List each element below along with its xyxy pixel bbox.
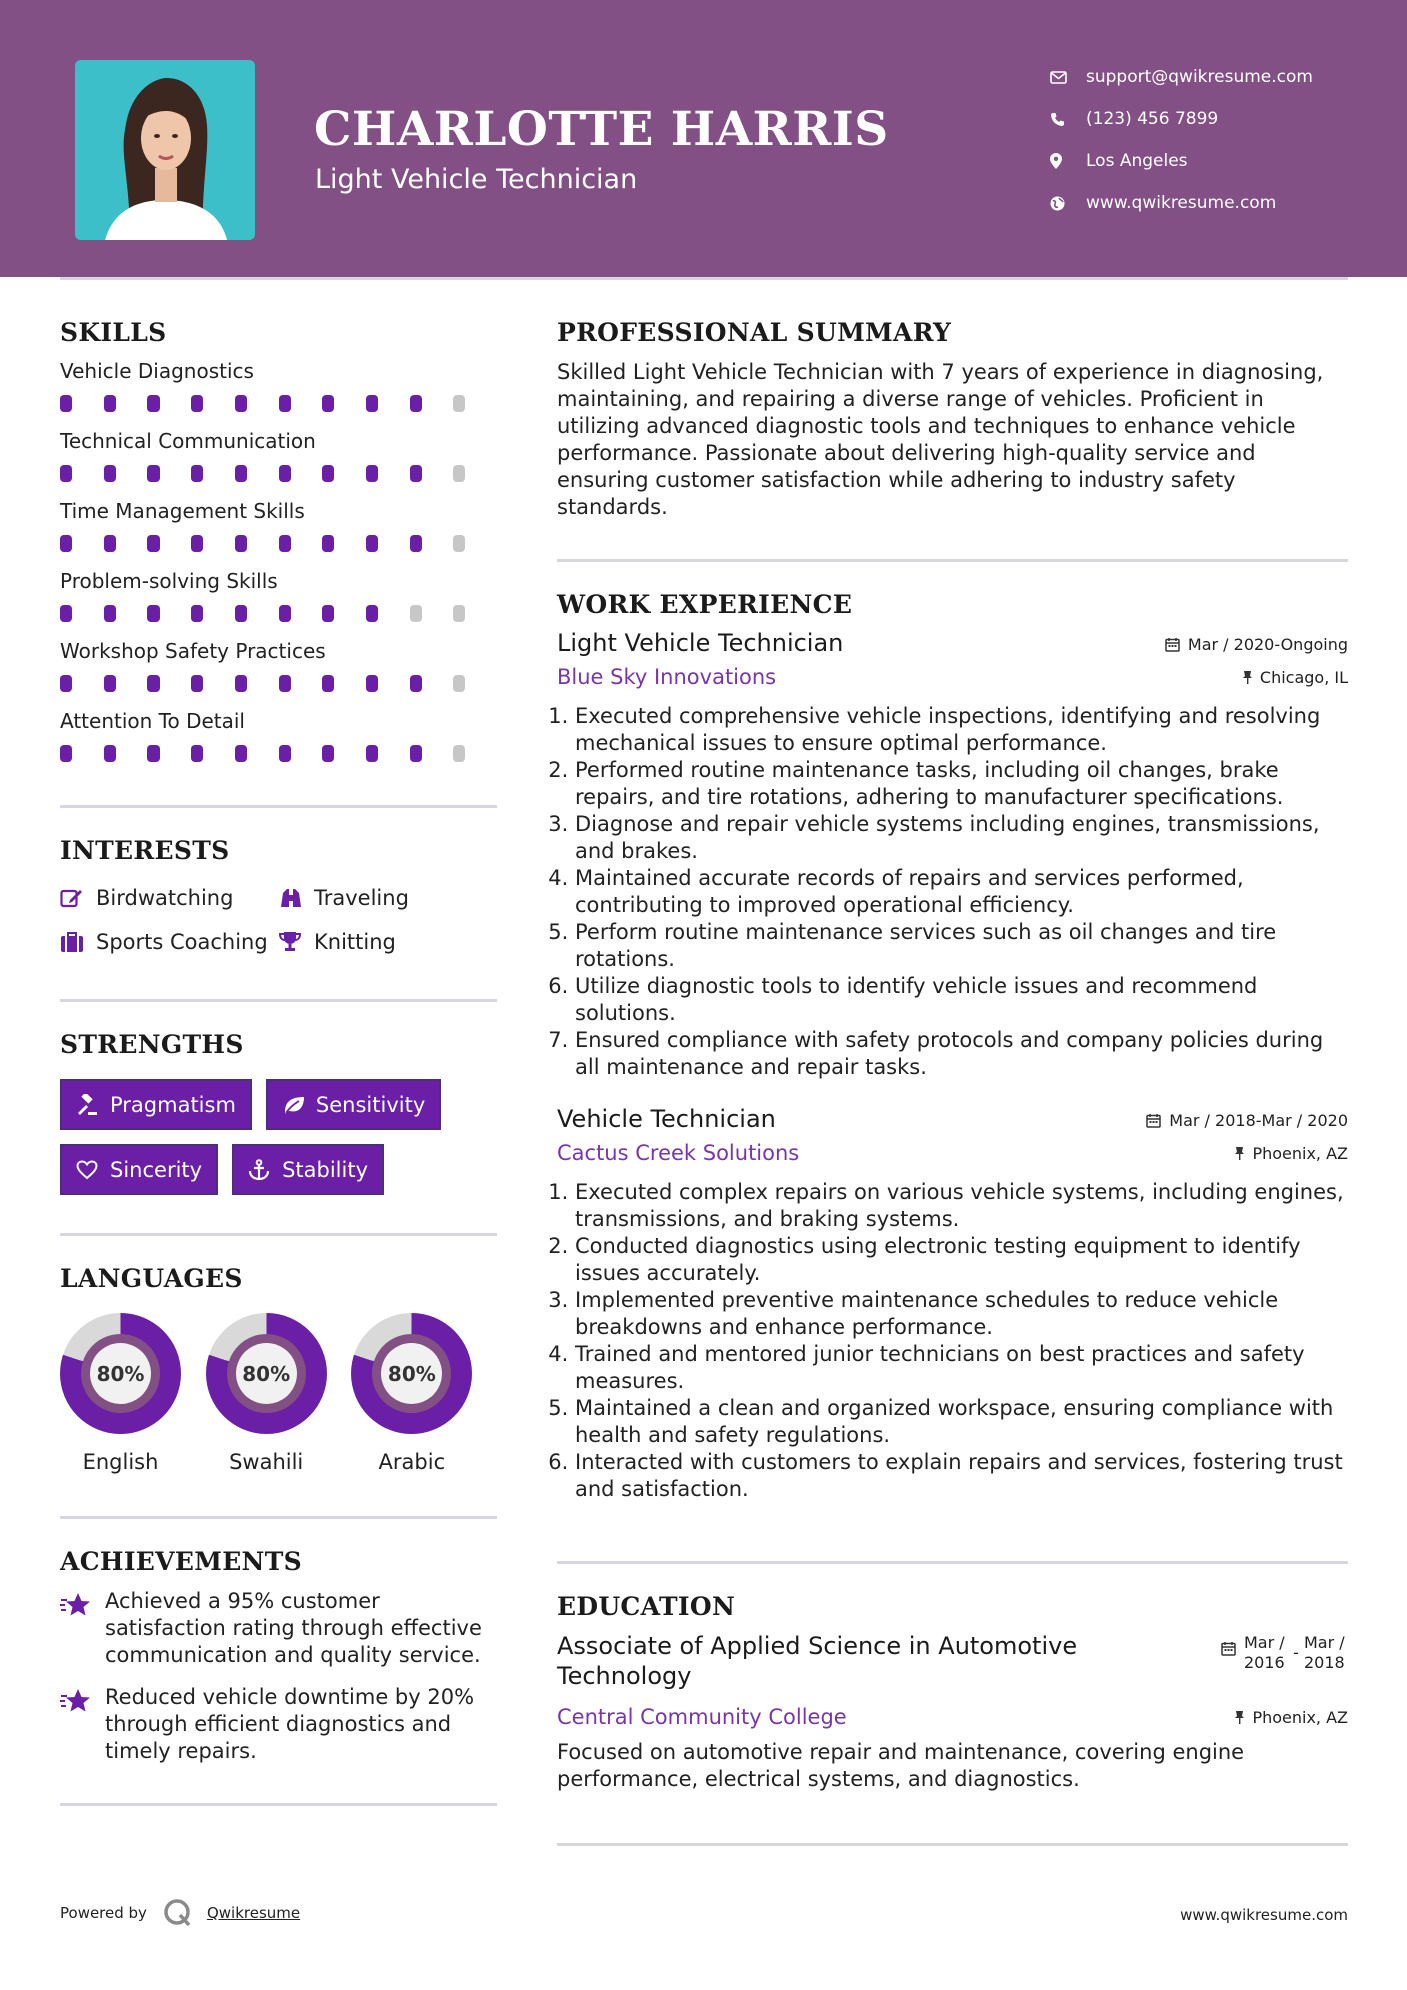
pushpin-icon <box>1234 1710 1245 1725</box>
rating-dot-filled <box>104 745 116 762</box>
rating-dot-empty <box>453 465 465 482</box>
skill-rating <box>60 675 497 695</box>
heart-icon <box>76 1160 110 1180</box>
company-name: Cactus Creek Solutions <box>557 1141 800 1165</box>
strength-label: Pragmatism <box>110 1092 236 1117</box>
strength-tag <box>60 1144 218 1195</box>
rating-dot-empty <box>453 395 465 412</box>
section-divider <box>557 1843 1348 1846</box>
contact-phone-text: (123) 456 7899 <box>1086 109 1219 129</box>
rating-dot-filled <box>60 535 72 552</box>
skill-name: Vehicle Diagnostics <box>60 359 254 383</box>
strength-tag <box>60 1079 252 1130</box>
rating-dot-filled <box>191 605 203 622</box>
job-bullet: 1. Executed comprehensive vehicle inspections, identifying and resolving mechanical issues to ensure optimal performance. <box>575 703 1348 757</box>
rating-dot-filled <box>191 465 203 482</box>
school-location-text: Phoenix, AZ <box>1252 1707 1348 1727</box>
education-section <box>557 1592 1348 1793</box>
contact-website-text: www.qwikresume.com <box>1086 193 1277 213</box>
rating-dot-filled <box>410 465 422 482</box>
experience-heading: WORK EXPERIENCE <box>557 590 853 619</box>
rating-dot-filled <box>191 745 203 762</box>
rating-dot-filled <box>279 605 291 622</box>
rating-dot-filled <box>60 605 72 622</box>
job-bullet: 1. Executed complex repairs on various vehicle systems, including engines, transmissions, and braking systems. <box>575 1179 1348 1233</box>
rating-dot-filled <box>279 465 291 482</box>
skills-heading: SKILLS <box>60 318 167 347</box>
rating-dot-filled <box>322 605 334 622</box>
skill-rating <box>60 465 497 485</box>
job-bullet: 5. Maintained a clean and organized workspace, ensuring compliance with health and safety regulations. <box>575 1395 1348 1449</box>
rating-dot-filled <box>235 745 247 762</box>
skill-rating <box>60 535 497 555</box>
gavel-icon <box>76 1094 110 1116</box>
strength-label: Sensitivity <box>315 1092 426 1117</box>
achievement-text: Reduced vehicle downtime by 20% through efficient diagnostics and timely repairs. <box>105 1685 475 1763</box>
rating-dot-filled <box>366 605 378 622</box>
job-bullets <box>557 703 1348 1081</box>
rating-dot-empty <box>453 605 465 622</box>
experience-section <box>557 590 1348 1503</box>
footer-url[interactable]: www.qwikresume.com <box>1180 1906 1348 1924</box>
rating-dot-filled <box>60 745 72 762</box>
language-item <box>206 1313 352 1474</box>
rating-dot-filled <box>147 465 159 482</box>
summary-heading: PROFESSIONAL SUMMARY <box>557 318 952 347</box>
contact-location <box>1050 140 1313 182</box>
rating-dot-filled <box>366 675 378 692</box>
rating-dot-filled <box>235 465 247 482</box>
contact-list <box>1050 56 1313 224</box>
strength-tag <box>232 1144 384 1195</box>
rating-dot-filled <box>235 395 247 412</box>
strengths-list <box>60 1079 497 1209</box>
job-bullets <box>557 1179 1348 1503</box>
date-separator: - <box>1293 1643 1299 1662</box>
job-location-text: Chicago, IL <box>1259 667 1348 687</box>
section-divider <box>557 1561 1348 1564</box>
section-divider <box>60 999 497 1002</box>
skill-rating <box>60 395 497 415</box>
interest-label: Traveling <box>314 886 409 910</box>
company-name: Blue Sky Innovations <box>557 665 777 689</box>
rating-dot-filled <box>60 465 72 482</box>
calendar-icon <box>1165 637 1180 652</box>
section-divider <box>60 1803 497 1806</box>
rating-dot-filled <box>147 745 159 762</box>
skills-section <box>60 318 497 765</box>
job-bullet: 5. Perform routine maintenance services such as oil changes and tire rotations. <box>575 919 1348 973</box>
profile-photo <box>75 60 255 240</box>
language-progress-ring <box>351 1313 472 1434</box>
star-badge-icon <box>60 1684 105 1765</box>
rating-dot-empty <box>453 675 465 692</box>
education-date-end: Mar / 2018 <box>1304 1633 1345 1672</box>
candidate-name: CHARLOTTE HARRIS <box>314 102 889 157</box>
language-item <box>351 1313 497 1474</box>
rating-dot-filled <box>235 535 247 552</box>
achievement-item <box>60 1588 497 1669</box>
interest-item <box>60 927 278 957</box>
rating-dot-filled <box>191 675 203 692</box>
contact-email-text: support@qwikresume.com <box>1086 67 1313 87</box>
skill-name: Technical Communication <box>60 429 316 453</box>
languages-heading: LANGUAGES <box>60 1264 243 1293</box>
school-name: Central Community College <box>557 1705 847 1729</box>
summary-text: Skilled Light Vehicle Technician with 7 years of experience in diagnosing, maintaining, and repairing a diverse range of vehicles. Proficient in utilizing advanced diagnostic tools and techniques to enhance vehicle performance. Passionate about delivering high-quality service and ensuring customer satisfaction while adhering to industry safety standards. <box>557 360 1324 519</box>
section-divider <box>557 559 1348 562</box>
section-divider <box>60 805 497 808</box>
skill-rating <box>60 605 497 625</box>
rating-dot-filled <box>104 675 116 692</box>
interests-list <box>60 883 497 957</box>
qwikresume-logo-icon <box>163 1898 193 1928</box>
rating-dot-filled <box>235 605 247 622</box>
job-location <box>1234 1144 1348 1163</box>
rating-dot-filled <box>279 675 291 692</box>
profile-photo-illustration <box>75 60 255 240</box>
degree-title: Associate of Applied Science in Automotive Technology <box>557 1632 1078 1690</box>
resume-header <box>0 0 1407 277</box>
rating-dot-empty <box>453 745 465 762</box>
languages-list <box>60 1313 497 1474</box>
rating-dot-filled <box>235 675 247 692</box>
right-column <box>557 318 1348 1846</box>
rating-dot-filled <box>410 395 422 412</box>
footer-powered-by <box>60 1898 300 1928</box>
section-divider <box>60 1516 497 1519</box>
skill-name: Problem-solving Skills <box>60 569 278 593</box>
suitcase-icon <box>60 931 96 953</box>
strength-label: Sincerity <box>110 1157 203 1182</box>
rating-dot-filled <box>322 395 334 412</box>
interests-heading: INTERESTS <box>60 836 230 865</box>
rating-dot-filled <box>366 395 378 412</box>
section-divider <box>60 1233 497 1236</box>
skill-name: Workshop Safety Practices <box>60 639 326 663</box>
job-entry <box>557 1105 1348 1503</box>
pushpin-icon <box>1242 670 1253 685</box>
education-heading: EDUCATION <box>557 1592 736 1621</box>
rating-dot-filled <box>279 745 291 762</box>
skill-name: Time Management Skills <box>60 499 305 523</box>
language-name: Swahili <box>229 1450 304 1474</box>
qwikresume-link[interactable]: Qwikresume <box>206 1904 301 1922</box>
rating-dot-filled <box>322 535 334 552</box>
job-bullet: 2. Performed routine maintenance tasks, including oil changes, brake repairs, and tire rotations, adhering to manufacturer specifications. <box>575 757 1348 811</box>
interest-label: Sports Coaching <box>96 930 268 954</box>
job-entry <box>557 629 1348 1081</box>
education-date-start: Mar / 2016 <box>1244 1633 1285 1672</box>
rating-dot-filled <box>191 395 203 412</box>
rating-dot-empty <box>453 535 465 552</box>
rating-dot-filled <box>147 395 159 412</box>
job-location <box>1242 668 1348 687</box>
globe-icon <box>1050 196 1086 211</box>
left-column <box>60 318 497 1806</box>
calendar-icon <box>1221 1641 1236 1656</box>
language-name: English <box>82 1450 159 1474</box>
rating-dot-filled <box>147 605 159 622</box>
anchor-icon <box>248 1159 282 1181</box>
strength-tag <box>266 1079 441 1130</box>
rating-dot-filled <box>410 535 422 552</box>
job-bullet: 3. Diagnose and repair vehicle systems including engines, transmissions, and brakes. <box>575 811 1348 865</box>
rating-dot-filled <box>60 675 72 692</box>
job-date-text: Mar / 2020-Ongoing <box>1187 635 1348 654</box>
interest-item <box>60 883 278 913</box>
education-dates <box>1221 1633 1348 1673</box>
language-item <box>60 1313 206 1474</box>
job-date-text: Mar / 2018-Mar / 2020 <box>1169 1111 1348 1130</box>
header-divider <box>60 277 1348 280</box>
job-bullet: 6. Utilize diagnostic tools to identify vehicle issues and recommend solutions. <box>575 973 1348 1027</box>
envelope-icon <box>1050 71 1086 84</box>
edit-icon <box>60 887 96 909</box>
contact-location-text: Los Angeles <box>1086 151 1188 171</box>
language-percent: 80% <box>90 1343 151 1404</box>
rating-dot-filled <box>279 535 291 552</box>
language-progress-ring <box>206 1313 327 1434</box>
rating-dot-filled <box>410 675 422 692</box>
rating-dot-filled <box>322 675 334 692</box>
summary-section <box>557 318 1348 521</box>
trophy-icon <box>278 931 314 953</box>
interest-label: Birdwatching <box>96 886 234 910</box>
language-name: Arabic <box>378 1450 446 1474</box>
achievements-section <box>60 1547 497 1765</box>
rating-dot-filled <box>322 745 334 762</box>
job-location-text: Phoenix, AZ <box>1252 1143 1348 1163</box>
job-title: Vehicle Technician <box>557 1105 776 1133</box>
strength-label: Stability <box>282 1157 369 1182</box>
rating-dot-filled <box>410 745 422 762</box>
phone-icon <box>1050 112 1086 127</box>
language-percent: 80% <box>236 1343 297 1404</box>
achievements-heading: ACHIEVEMENTS <box>60 1547 302 1576</box>
rating-dot-filled <box>322 465 334 482</box>
rating-dot-empty <box>410 605 422 622</box>
education-description: Focused on automotive repair and maintenance, covering engine performance, electrical systems, and diagnostics. <box>557 1740 1245 1791</box>
contact-phone[interactable] <box>1050 98 1313 140</box>
skill-rating <box>60 745 497 765</box>
job-bullet: 2. Conducted diagnostics using electronic testing equipment to identify issues accurately. <box>575 1233 1348 1287</box>
rating-dot-filled <box>191 535 203 552</box>
school-location <box>1234 1708 1348 1727</box>
rating-dot-filled <box>60 395 72 412</box>
language-percent: 80% <box>381 1343 442 1404</box>
interests-section <box>60 836 497 957</box>
rating-dot-filled <box>147 675 159 692</box>
rating-dot-filled <box>147 535 159 552</box>
rating-dot-filled <box>279 395 291 412</box>
rating-dot-filled <box>104 605 116 622</box>
achievement-item <box>60 1684 497 1765</box>
interest-label: Knitting <box>314 930 396 954</box>
star-badge-icon <box>60 1588 105 1669</box>
achievement-text: Achieved a 95% customer satisfaction rating through effective communication and quality service. <box>105 1589 482 1667</box>
candidate-title: Light Vehicle Technician <box>315 164 638 195</box>
languages-section <box>60 1264 497 1474</box>
leaf-icon <box>282 1095 316 1115</box>
calendar-icon <box>1146 1113 1161 1128</box>
rating-dot-filled <box>366 465 378 482</box>
skill-name: Attention To Detail <box>60 709 245 733</box>
strengths-section <box>60 1030 497 1209</box>
job-title: Light Vehicle Technician <box>557 629 844 657</box>
rating-dot-filled <box>104 535 116 552</box>
strengths-heading: STRENGTHS <box>60 1030 244 1059</box>
job-bullet: 3. Implemented preventive maintenance schedules to reduce vehicle breakdowns and enhance performance. <box>575 1287 1348 1341</box>
contact-website[interactable] <box>1050 182 1313 224</box>
job-date <box>1165 635 1348 654</box>
interest-item <box>278 927 478 957</box>
rating-dot-filled <box>104 465 116 482</box>
job-bullet: 7. Ensured compliance with safety protocols and company policies during all maintenance and repair tasks. <box>575 1027 1348 1081</box>
job-bullet: 4. Maintained accurate records of repairs and services performed, contributing to improved operational efficiency. <box>575 865 1348 919</box>
job-bullet: 4. Trained and mentored junior technicians on best practices and safety measures. <box>575 1341 1348 1395</box>
interest-item <box>278 883 478 913</box>
rating-dot-filled <box>366 745 378 762</box>
binoculars-icon <box>278 887 314 909</box>
rating-dot-filled <box>366 535 378 552</box>
map-pin-icon <box>1050 153 1086 169</box>
job-bullet: 6. Interacted with customers to explain repairs and services, fostering trust and satisfaction. <box>575 1449 1348 1503</box>
contact-email[interactable] <box>1050 56 1313 98</box>
rating-dot-filled <box>104 395 116 412</box>
language-progress-ring <box>60 1313 181 1434</box>
pushpin-icon <box>1234 1146 1245 1161</box>
skills-list <box>60 359 497 765</box>
job-date <box>1146 1111 1348 1130</box>
powered-by-text: Powered by <box>60 1904 147 1922</box>
